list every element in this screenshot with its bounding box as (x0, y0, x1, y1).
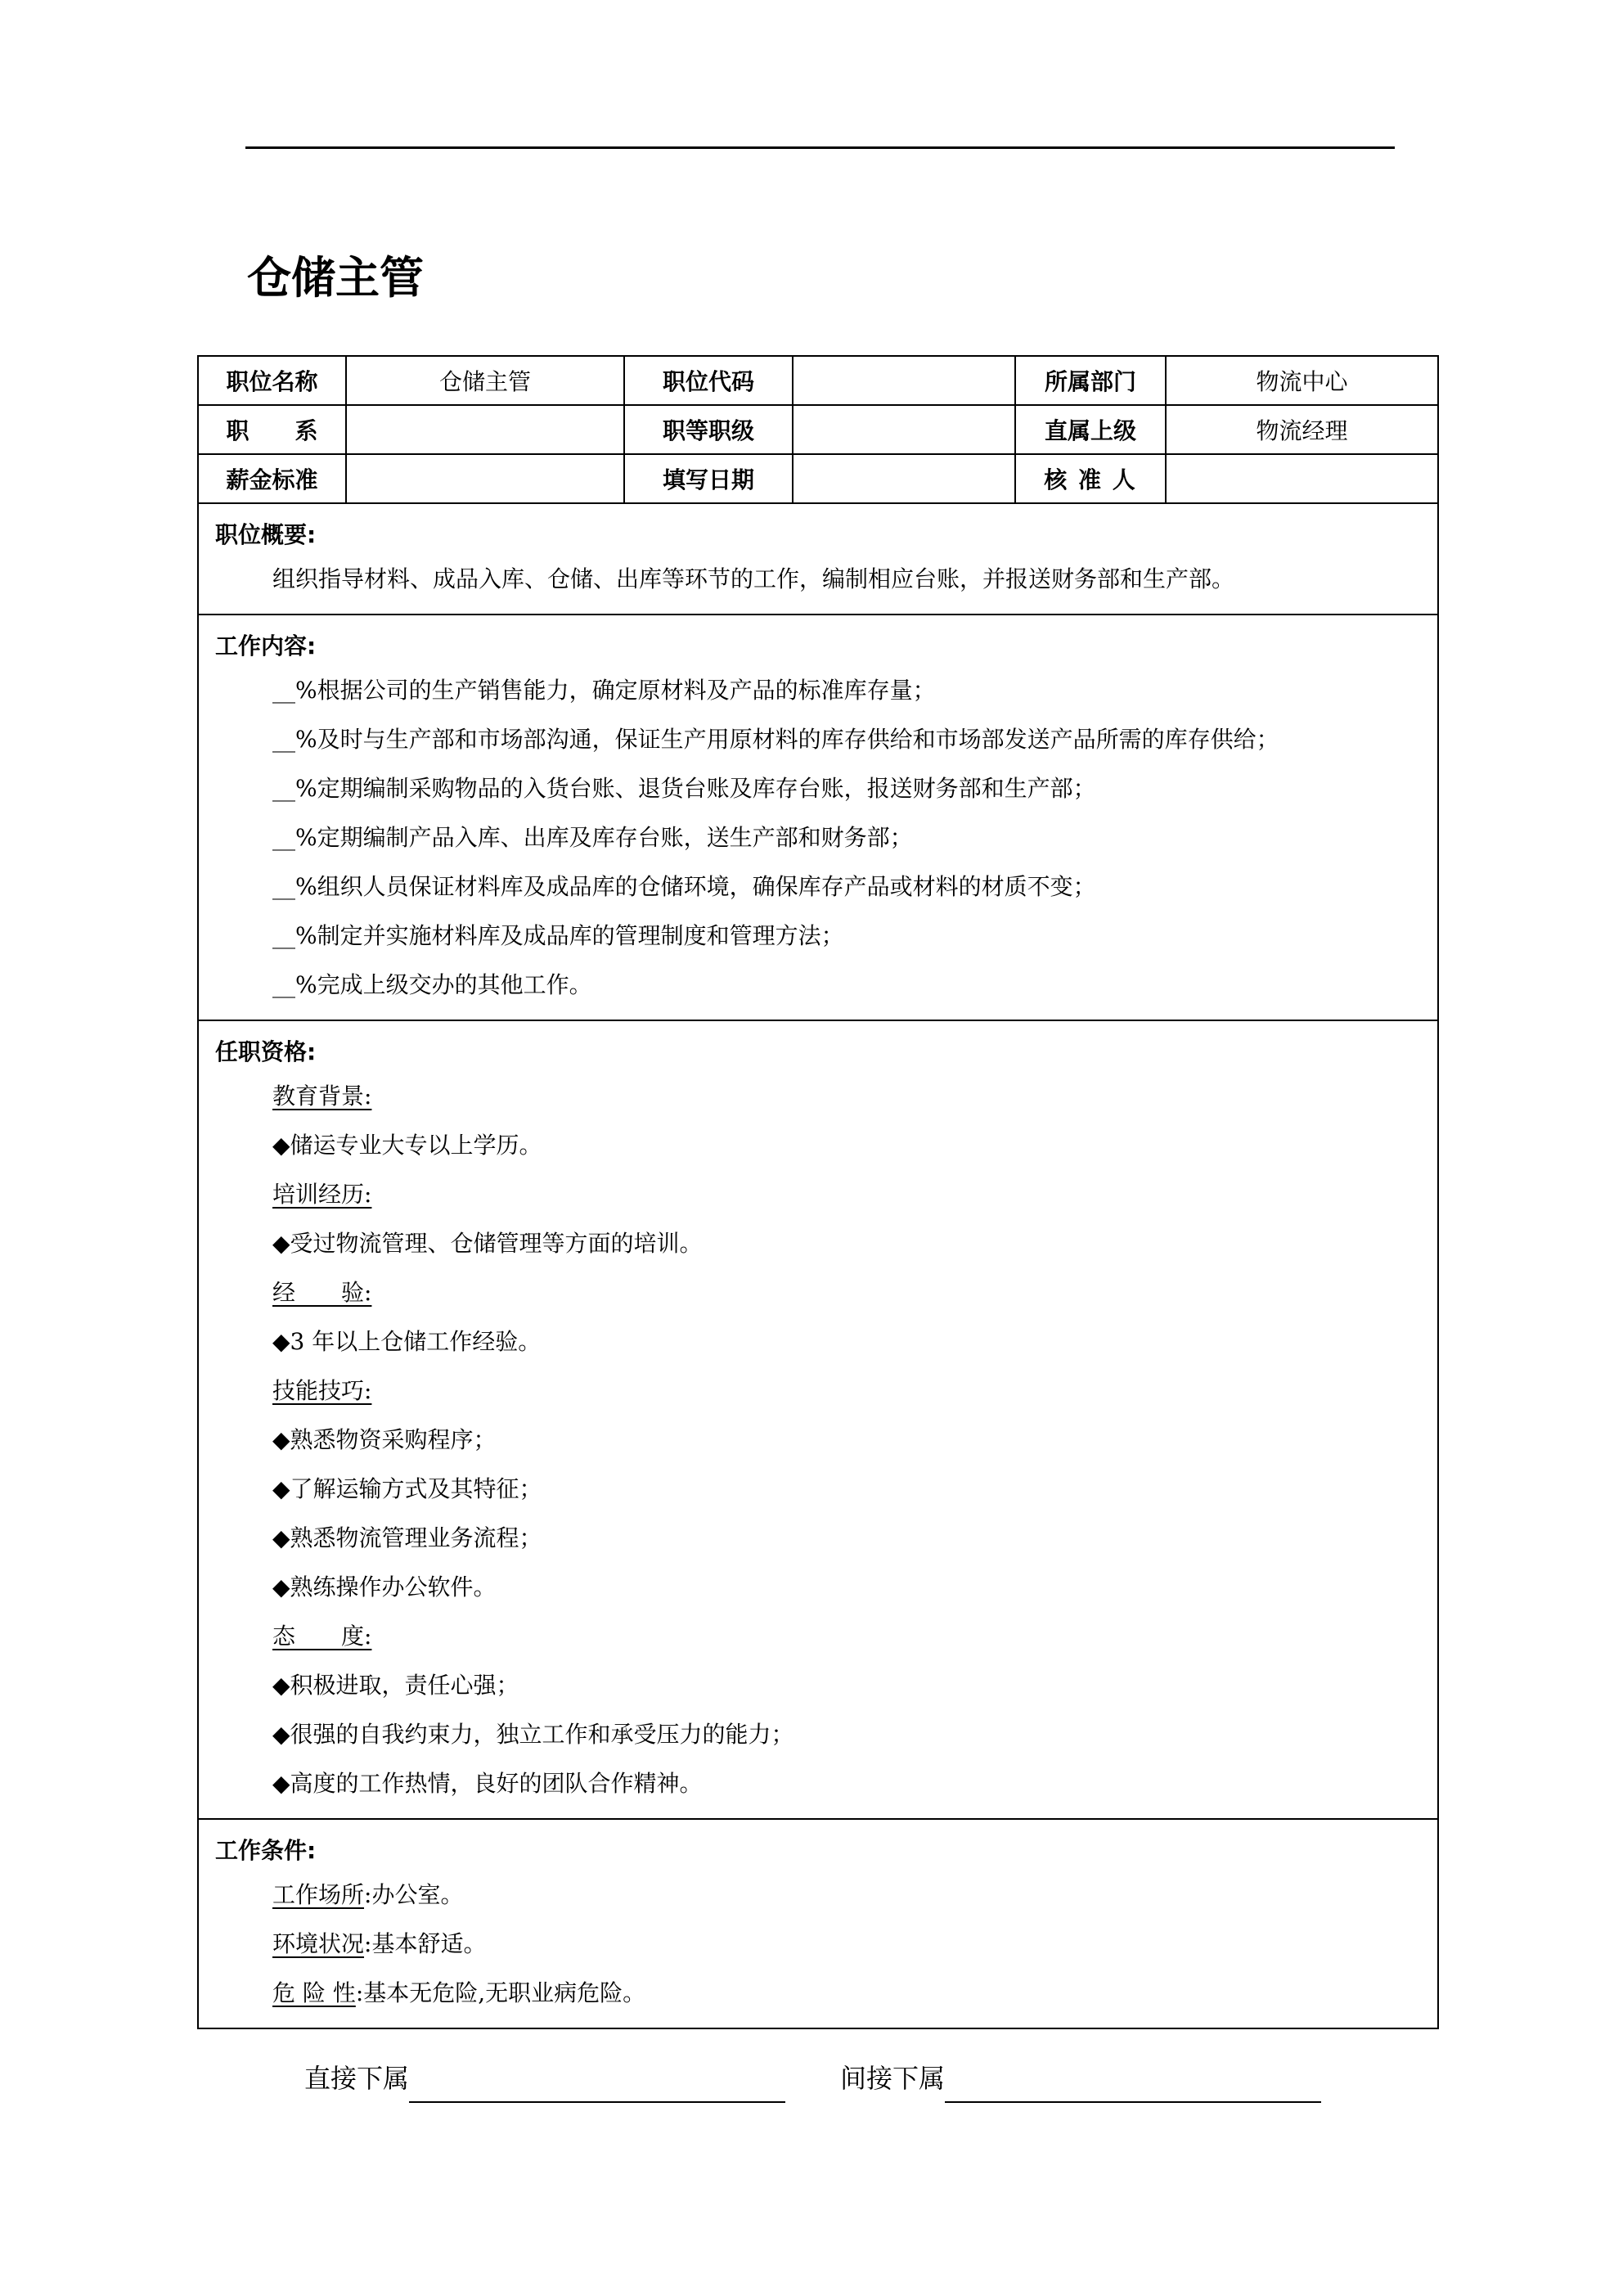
overview-text: 组织指导材料、成品入库、仓储、出库等环节的工作，编制相应台账，并报送财务部和生产部。 (272, 565, 1235, 592)
education-item: ◆储运专业大专以上学历。 (272, 1132, 542, 1159)
direct-subordinates (304, 2054, 785, 2103)
work-item: __%制定并实施材料库及成品库的管理制度和管理方法； (272, 922, 844, 949)
overview-section (198, 503, 1438, 615)
work-content-section (198, 615, 1438, 1020)
attitude-item: ◆高度的工作热情，良好的团队合作精神。 (272, 1770, 703, 1797)
value-salary-standard (346, 454, 624, 503)
overview-row (198, 503, 1438, 615)
value-direct-supervisor: 物流经理 (1166, 405, 1438, 454)
work-item: __%定期编制采购物品的入货台账、退货台账及库存台账，报送财务部和生产部； (272, 775, 1096, 802)
condition-label: 危 险 性 (272, 1979, 356, 2006)
conditions-row (198, 1819, 1438, 2028)
qualifications-section (198, 1020, 1438, 1819)
attitude-item: ◆很强的自我约束力，独立工作和承受压力的能力； (272, 1721, 794, 1748)
label-salary-standard: 薪金标准 (198, 454, 346, 503)
work-item: __%定期编制产品入库、出库及库存台账，送生产部和财务部； (272, 824, 913, 851)
skills-item: ◆熟练操作办公软件。 (272, 1573, 497, 1600)
experience-item: ◆3 年以上仓储工作经验。 (272, 1328, 542, 1355)
work-content-title: 工作内容: (215, 633, 317, 660)
header-row-1 (198, 356, 1438, 405)
condition-text: :基本无危险,无职业病危险。 (355, 1979, 646, 2006)
work-item: __%及时与生产部和市场部沟通，保证生产用原材料的库存供给和市场部发送产品所需的库存供给； (272, 726, 1279, 753)
work-content-row (198, 615, 1438, 1020)
top-rule (245, 146, 1395, 149)
training-label: 培训经历: (272, 1181, 372, 1208)
condition-text: :基本舒适。 (364, 1930, 487, 1957)
conditions-title: 工作条件: (215, 1837, 317, 1864)
skills-label: 技能技巧: (272, 1377, 372, 1404)
label-department: 所属部门 (1015, 356, 1166, 405)
work-item: __%组织人员保证材料库及成品库的仓储环境，确保库存产品或材料的材质不变； (272, 873, 1096, 900)
overview-title: 职位概要: (215, 521, 317, 548)
value-fill-date (793, 454, 1015, 503)
qualifications-title: 任职资格: (215, 1038, 317, 1065)
indirect-subordinates-label: 间接下属 (840, 2063, 946, 2094)
experience-label: 经 验: (272, 1279, 372, 1306)
indirect-subordinates (840, 2054, 1321, 2103)
value-position-name: 仓储主管 (346, 356, 624, 405)
label-job-family: 职 系 (198, 405, 346, 454)
label-direct-supervisor: 直属上级 (1015, 405, 1166, 454)
label-fill-date: 填写日期 (624, 454, 793, 503)
work-item: __%根据公司的生产销售能力，确定原材料及产品的标准库存量； (272, 677, 936, 704)
condition-environment (199, 1920, 1437, 1969)
skills-item: ◆熟悉物流管理业务流程； (272, 1524, 542, 1551)
label-grade-level: 职等职级 (624, 405, 793, 454)
header-row-3 (198, 454, 1438, 503)
value-approver (1166, 454, 1438, 503)
condition-text: :办公室。 (364, 1881, 464, 1908)
condition-label: 环境状况 (272, 1930, 365, 1957)
value-job-family (346, 405, 624, 454)
skills-item: ◆熟悉物资采购程序； (272, 1426, 497, 1453)
conditions-section (198, 1819, 1438, 2028)
attitude-label: 态 度: (272, 1623, 372, 1650)
qualifications-row (198, 1020, 1438, 1819)
label-position-code: 职位代码 (624, 356, 793, 405)
label-approver: 核 准 人 (1015, 454, 1166, 503)
indirect-subordinates-blank[interactable] (945, 2065, 1321, 2103)
job-description-table (197, 355, 1439, 2029)
condition-label: 工作场所 (272, 1881, 365, 1908)
condition-risk (199, 1969, 1437, 2018)
page-title: 仓储主管 (247, 252, 424, 304)
condition-workplace (199, 1871, 1437, 1920)
training-item: ◆受过物流管理、仓储管理等方面的培训。 (272, 1230, 703, 1257)
value-position-code (793, 356, 1015, 405)
direct-subordinates-label: 直接下属 (304, 2063, 410, 2094)
work-item: __%完成上级交办的其他工作。 (272, 971, 592, 998)
direct-subordinates-blank[interactable] (409, 2065, 785, 2103)
header-row-2 (198, 405, 1438, 454)
skills-item: ◆了解运输方式及其特征； (272, 1475, 542, 1502)
attitude-item: ◆积极进取，责任心强； (272, 1672, 519, 1699)
label-position-name: 职位名称 (198, 356, 346, 405)
value-grade-level (793, 405, 1015, 454)
value-department: 物流中心 (1166, 356, 1438, 405)
education-label: 教育背景: (272, 1083, 372, 1110)
